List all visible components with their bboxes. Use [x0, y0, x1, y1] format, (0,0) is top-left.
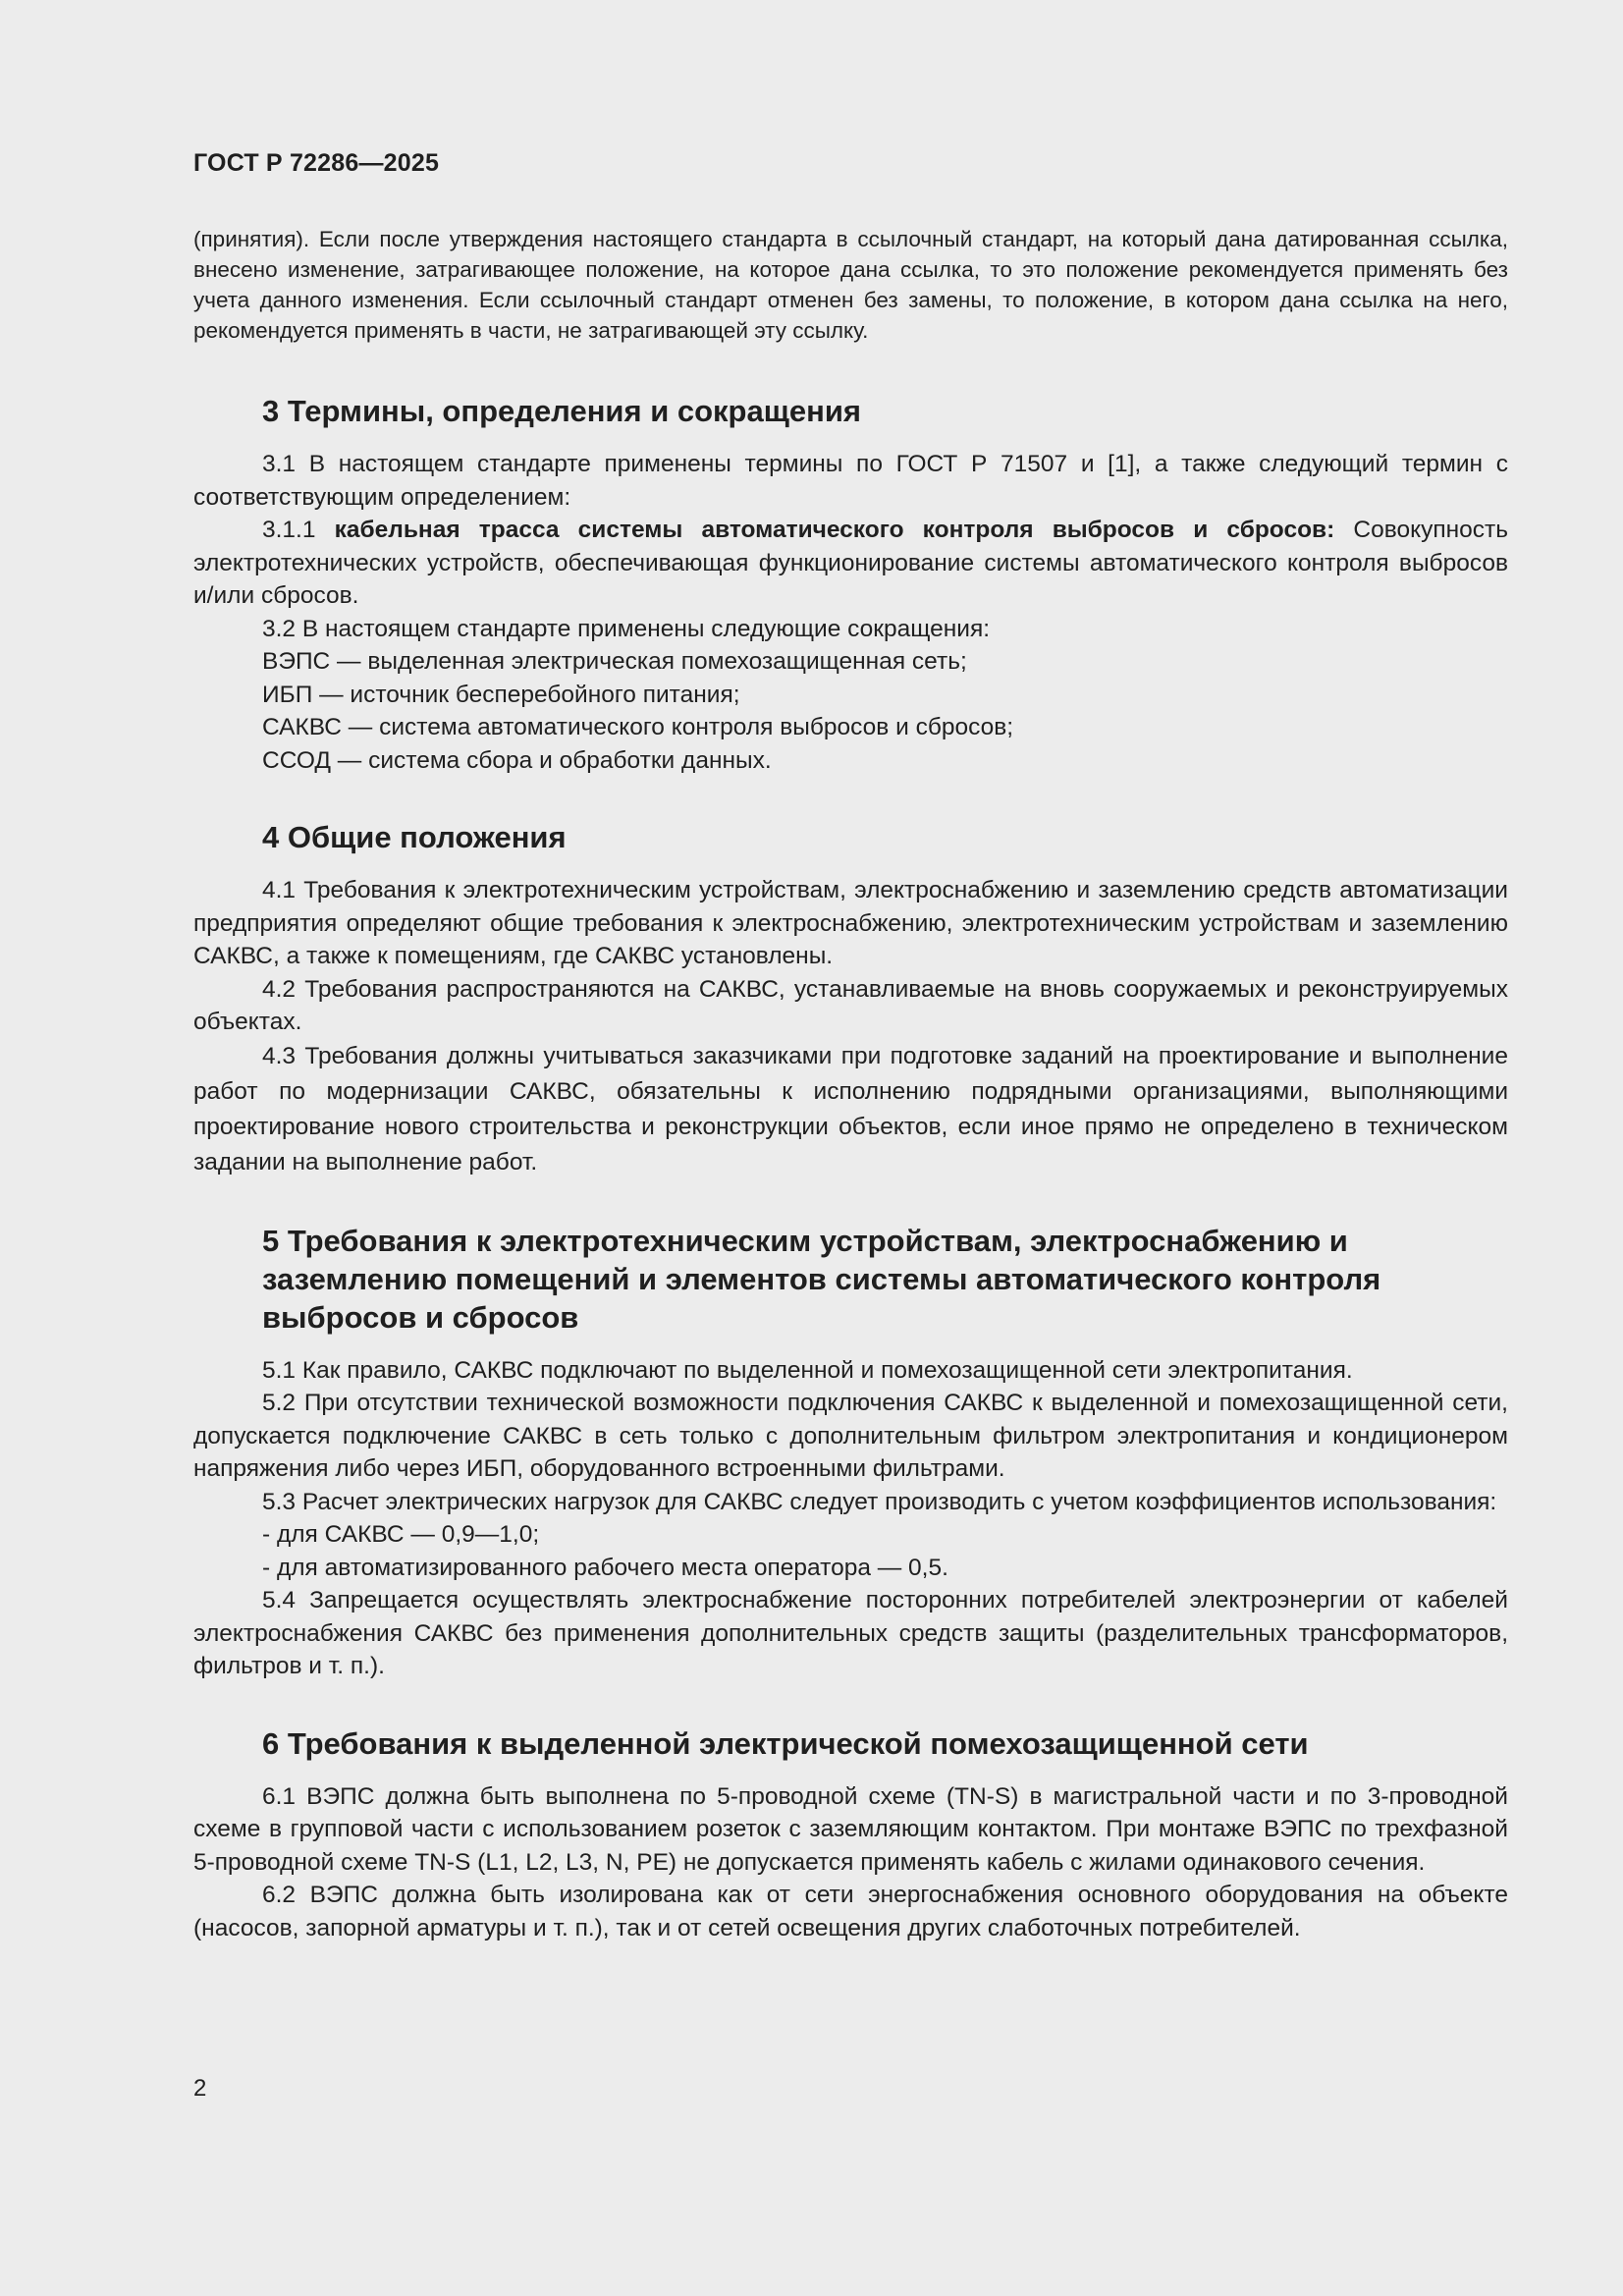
intro-paragraph: (принятия). Если после утверждения настоящего стандарта в ссылочный стандарт, на который дана датированная ссылка, внесено изменение, затрагивающее положение, на которое дана ссылка, то это положение рекомендуется применять без учета данного изменения. Если ссылочный стандарт отменен без замены, то положение, в котором дана ссылка на него, рекомендуется применять в части, не затрагивающей эту ссылку.: [193, 227, 1508, 343]
section-3-title: 3 Термины, определения и сокращения: [262, 394, 861, 428]
list-item: - для САКВС — 0,9—1,0;: [262, 1521, 540, 1548]
term-title: кабельная трасса системы автоматического контроля выбросов и сбросов:: [334, 517, 1335, 543]
abbreviation-item: ВЭПС — выделенная электрическая помехозащищенная сеть;: [262, 648, 967, 675]
paragraph-5-1: 5.1 Как правило, САКВС подключают по выделенной и помехозащищенной сети электропитания.: [262, 1356, 1353, 1384]
paragraph-5-4: 5.4 Запрещается осуществлять электроснабжение посторонних потребителей электроэнергии от кабелей электроснабжения САКВС без применения дополнительных средств защиты (разделительных трансформаторов, фильтров и т. п.).: [193, 1587, 1508, 1679]
abbreviation-item: ССОД — система сбора и обработки данных.: [262, 746, 772, 774]
paragraph-5-3: 5.3 Расчет электрических нагрузок для САКВС следует производить с учетом коэффициентов использования:: [262, 1488, 1497, 1515]
paragraph-5-2: 5.2 При отсутствии технической возможности подключения САКВС к выделенной и помехозащищенной сети, допускается подключение САКВС в сеть только с дополнительным фильтром электропитания и кондиционером напряжения либо через ИБП, оборудованного встроенными фильтрами.: [193, 1390, 1508, 1482]
paragraph-3-1-1: [193, 514, 1508, 613]
paragraph-3-1: 3.1 В настоящем стандарте применены термины по ГОСТ Р 71507 и [1], а также следующий термин с соответствующим определением:: [193, 451, 1508, 511]
paragraph-number: 3.1.1: [262, 517, 335, 543]
paragraph-3-2: 3.2 В настоящем стандарте применены следующие сокращения:: [262, 615, 991, 642]
paragraph-4-2: 4.2 Требования распространяются на САКВС, устанавливаемые на вновь сооружаемых и реконструируемых объектах.: [193, 975, 1508, 1035]
document-body: [193, 224, 1508, 1944]
list-item: - для автоматизированного рабочего места оператора — 0,5.: [262, 1554, 948, 1581]
paragraph-4-3: 4.3 Требования должны учитываться заказчиками при подготовке заданий на проектирование и выполнение работ по модернизации САКВС, обязательны к исполнению подрядными организациями, выполняющими проектирование нового строительства и реконструкции объектов, если иное прямо не определено в техническом задании на выполнение работ.: [193, 1042, 1508, 1175]
paragraph-4-1: 4.1 Требования к электротехническим устройствам, электроснабжению и заземлению средств автоматизации предприятия определяют общие требования к электроснабжению, электротехническим устройствам и заземлению САКВС, а также к помещениям, где САКВС установлены.: [193, 877, 1508, 969]
abbreviation-item: САКВС — система автоматического контроля выбросов и сбросов;: [262, 714, 1014, 740]
document-header: ГОСТ Р 72286—2025: [193, 149, 440, 177]
section-4-title: 4 Общие положения: [262, 820, 567, 854]
page-number: 2: [193, 2075, 207, 2102]
section-5-title: 5 Требования к электротехническим устройствам, электроснабжению и заземлению помещений и элементов системы автоматического контроля выбросов и сбросов: [262, 1223, 1381, 1335]
section-6-title: 6 Требования к выделенной электрической помехозащищенной сети: [262, 1725, 1309, 1761]
paragraph-6-2: 6.2 ВЭПС должна быть изолирована как от сети энергоснабжения основного оборудования на объекте (насосов, запорной арматуры и т. п.), так и от сетей освещения других слаботочных потребителей.: [193, 1882, 1508, 1941]
intro-block: [193, 224, 1508, 346]
term-definition: Совокупность электротехнических устройств, обеспечивающая функционирование системы автоматического контроля выбросов и/или сбросов.: [193, 517, 1508, 609]
abbreviation-item: ИБП — источник бесперебойного питания;: [262, 681, 740, 708]
paragraph-6-1: 6.1 ВЭПС должна быть выполнена по 5-проводной схеме (TN-S) в магистральной части и по 3-проводной схеме в групповой части с использованием розеток с заземляющим контактом. При монтаже ВЭПС по трехфазной 5-проводной схеме TN-S (L1, L2, L3, N, PE) не допускается применять кабель с жилами одинакового сечения.: [193, 1782, 1508, 1876]
